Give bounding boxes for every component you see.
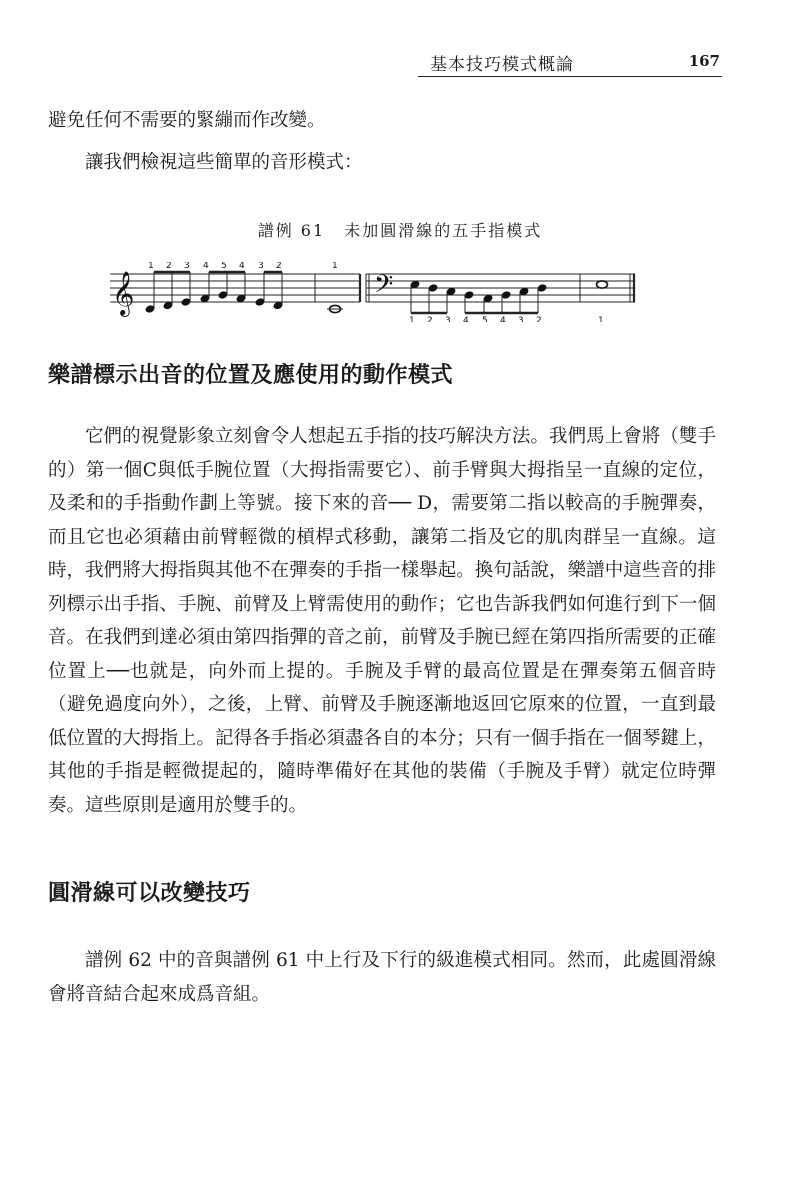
- fingering-number: 4: [239, 262, 245, 271]
- fingering-number: 1: [409, 316, 415, 322]
- bass-staff: [366, 270, 635, 322]
- paragraph-2: 讓我們檢視這些簡單的音形模式：: [85, 152, 363, 173]
- fingering-number: 2: [166, 262, 172, 271]
- treble-clef-icon: 𝄞: [112, 271, 135, 315]
- fingering-number: 4: [500, 316, 506, 322]
- fingering-number: 5: [482, 316, 488, 322]
- page-number: 167: [688, 52, 720, 70]
- fingering-number: 2: [536, 316, 542, 322]
- figure-label: 譜例 61: [257, 221, 326, 240]
- whole-note: [597, 281, 608, 288]
- fingering-number: 3: [258, 262, 264, 271]
- fingering-number: 4: [463, 316, 469, 322]
- section-heading-1: 樂譜標示出音的位置及應使用的動作模式: [48, 362, 454, 388]
- music-score-example-61: [110, 262, 640, 322]
- paragraph-1: 避免任何不需要的緊繃而作改變。: [48, 110, 326, 131]
- paragraph-3: 它們的視覺影象立刻會令人想起五手指的技巧解決方法。我們馬上會將（雙手的）第一個C與低手腕位置（大拇指需要它）、前手臂與大拇指呈一直線的定位，及柔和的手指動作劃上等號。接下來的音── D，需要第二指以較高的手腕彈奏，而且它也必須藉由前臂輕微的槓桿式移動，讓第二指及它的肌肉群呈一直線。這時，我們將大拇指與其他不在彈奏的手指一樣舉起。換句話說，樂譜中這些音的排列標示出手指、手腕、前臂及上臂需使用的動作；它也告訴我們如何進行到下一個音。在我們到達必須由第四指彈的音之前，前臂及手腕已經在第四指所需要的正確位置上──也就是，向外而上提的。手腕及手臂的最高位置是在彈奏第五個音時（避免過度向外），之後，上臂、前臂及手腕逐漸地返回它原來的位置，一直到最低位置的大拇指上。記得各手指必須盡各自的本分；只有一個手指在一個琴鍵上，其他的手指是輕微提起的，隨時準備好在其他的裝備（手腕及手臂）就定位時彈奏。這些原則是適用於雙手的。: [48, 426, 716, 816]
- bass-clef-icon: 𝄢: [374, 270, 394, 305]
- fingering-number: 3: [445, 316, 451, 322]
- fingering-number: 1: [598, 316, 604, 322]
- figure-title: 未加圓滑線的五手指模式: [344, 221, 543, 240]
- paragraph-4: 譜例 62 中的音與譜例 61 中上行及下行的級進模式相同。然而，此處圓滑線會將音結合起來成爲音組。: [48, 950, 716, 1005]
- fingering-number: 4: [203, 262, 209, 271]
- fingering-number: 3: [184, 262, 190, 271]
- running-head: [418, 50, 722, 77]
- fingering-number: 2: [427, 316, 433, 322]
- section-heading-2: 圓滑線可以改變技巧: [48, 880, 251, 906]
- fingering-number: 1: [332, 262, 338, 271]
- fingering-number: 3: [518, 316, 524, 322]
- fingering-number: 5: [221, 262, 227, 271]
- treble-staff: [110, 262, 634, 317]
- fingering-number: 2: [276, 262, 282, 271]
- fingering-number: 1: [148, 262, 154, 271]
- running-head-title: 基本技巧模式概論: [430, 55, 574, 75]
- figure-caption: [0, 218, 800, 241]
